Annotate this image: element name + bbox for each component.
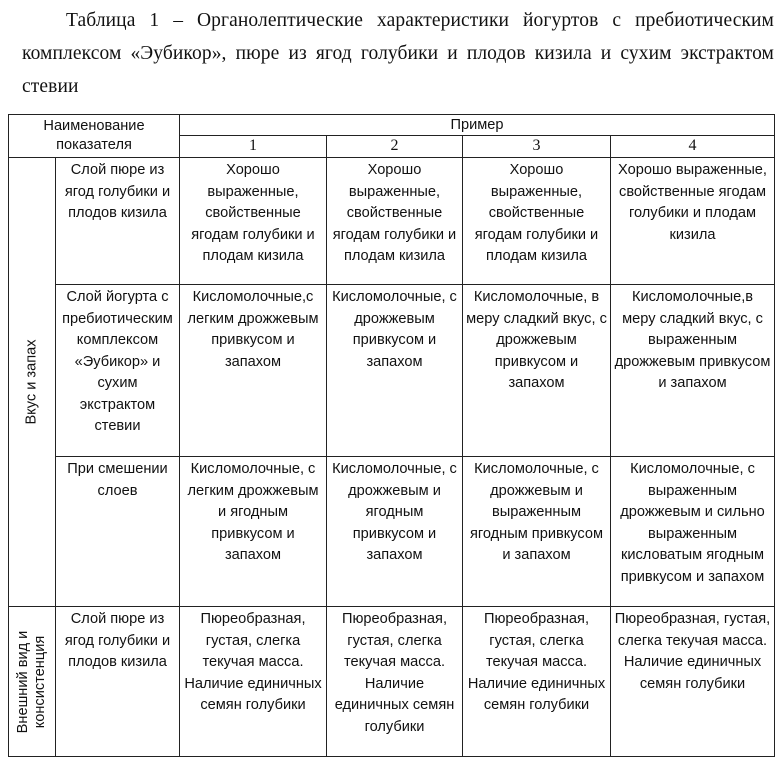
value-cell: Кисломолочные,с легким дрожжевым привкусом и запахом [180,285,327,457]
value-cell: Кисломолочные, с дрожжевым и ягодным привкусом и запахом [327,457,463,607]
table-caption: Таблица 1 – Органолептические характеристики йогуртов с пребиотическим комплексом «Эубикор», пюре из ягод голубики и плодов кизила и сухим экстрактом стевии [22,10,774,97]
header-row [9,115,775,136]
value-cell: Кисломолочные, в меру сладкий вкус, с дрожжевым привкусом и запахом [463,285,611,457]
value-cell: Хорошо выраженные, свойственные ягодам голубики и плодам кизила [463,158,611,285]
value-cell: Кисломолочные,в меру сладкий вкус, с выраженным дрожжевым привкусом и запахом [611,285,775,457]
header-example-cell: Пример [180,115,775,136]
example-number-4: 4 [611,136,775,158]
table-row [9,158,775,285]
value-cell: Хорошо выраженные, свойственные ягодам голубики и плодам кизила [180,158,327,285]
category-cell-taste-smell [9,158,56,607]
example-number-3: 3 [463,136,611,158]
value-cell: Пюреобразная, густая, слегка текучая масса. Наличие единичных семян голубики [611,607,775,757]
value-cell: Пюреобразная, густая, слегка текучая масса. Наличие единичных семян голубики [180,607,327,757]
value-cell: Кисломолочные, с выраженным дрожжевым и сильно выраженным кисловатым ягодным привкусом и запахом [611,457,775,607]
table-row [9,457,775,607]
indicator-cell: Слой йогурта с пребиотическим комплексом «Эубикор» и сухим экстрактом стевии [56,285,180,457]
value-cell: Хорошо выраженные, свойственные ягодам голубики и плодам кизила [611,158,775,285]
value-cell: Кисломолочные, с дрожжевым привкусом и запахом [327,285,463,457]
value-cell: Хорошо выраженные, свойственные ягодам голубики и плодам кизила [327,158,463,285]
category-label: Внешний вид и консистенция [15,630,48,733]
indicator-cell: При смешении слоев [56,457,180,607]
table-row [9,285,775,457]
category-label: Вкус и запах [23,339,40,425]
value-cell: Пюреобразная, густая, слегка текучая масса. Наличие единичных семян голубики [327,607,463,757]
header-name-cell: Наименование показателя [9,115,180,158]
value-cell: Кисломолочные, с дрожжевым и выраженным ягодным привкусом и запахом [463,457,611,607]
table-row [9,607,775,757]
organoleptic-table [8,114,775,757]
indicator-cell: Слой пюре из ягод голубики и плодов кизила [56,607,180,757]
example-number-2: 2 [327,136,463,158]
category-cell-appearance [9,607,56,757]
indicator-cell: Слой пюре из ягод голубики и плодов кизила [56,158,180,285]
example-number-1: 1 [180,136,327,158]
value-cell: Пюреобразная, густая, слегка текучая масса. Наличие единичных семян голубики [463,607,611,757]
value-cell: Кисломолочные, с легким дрожжевым и ягодным привкусом и запахом [180,457,327,607]
